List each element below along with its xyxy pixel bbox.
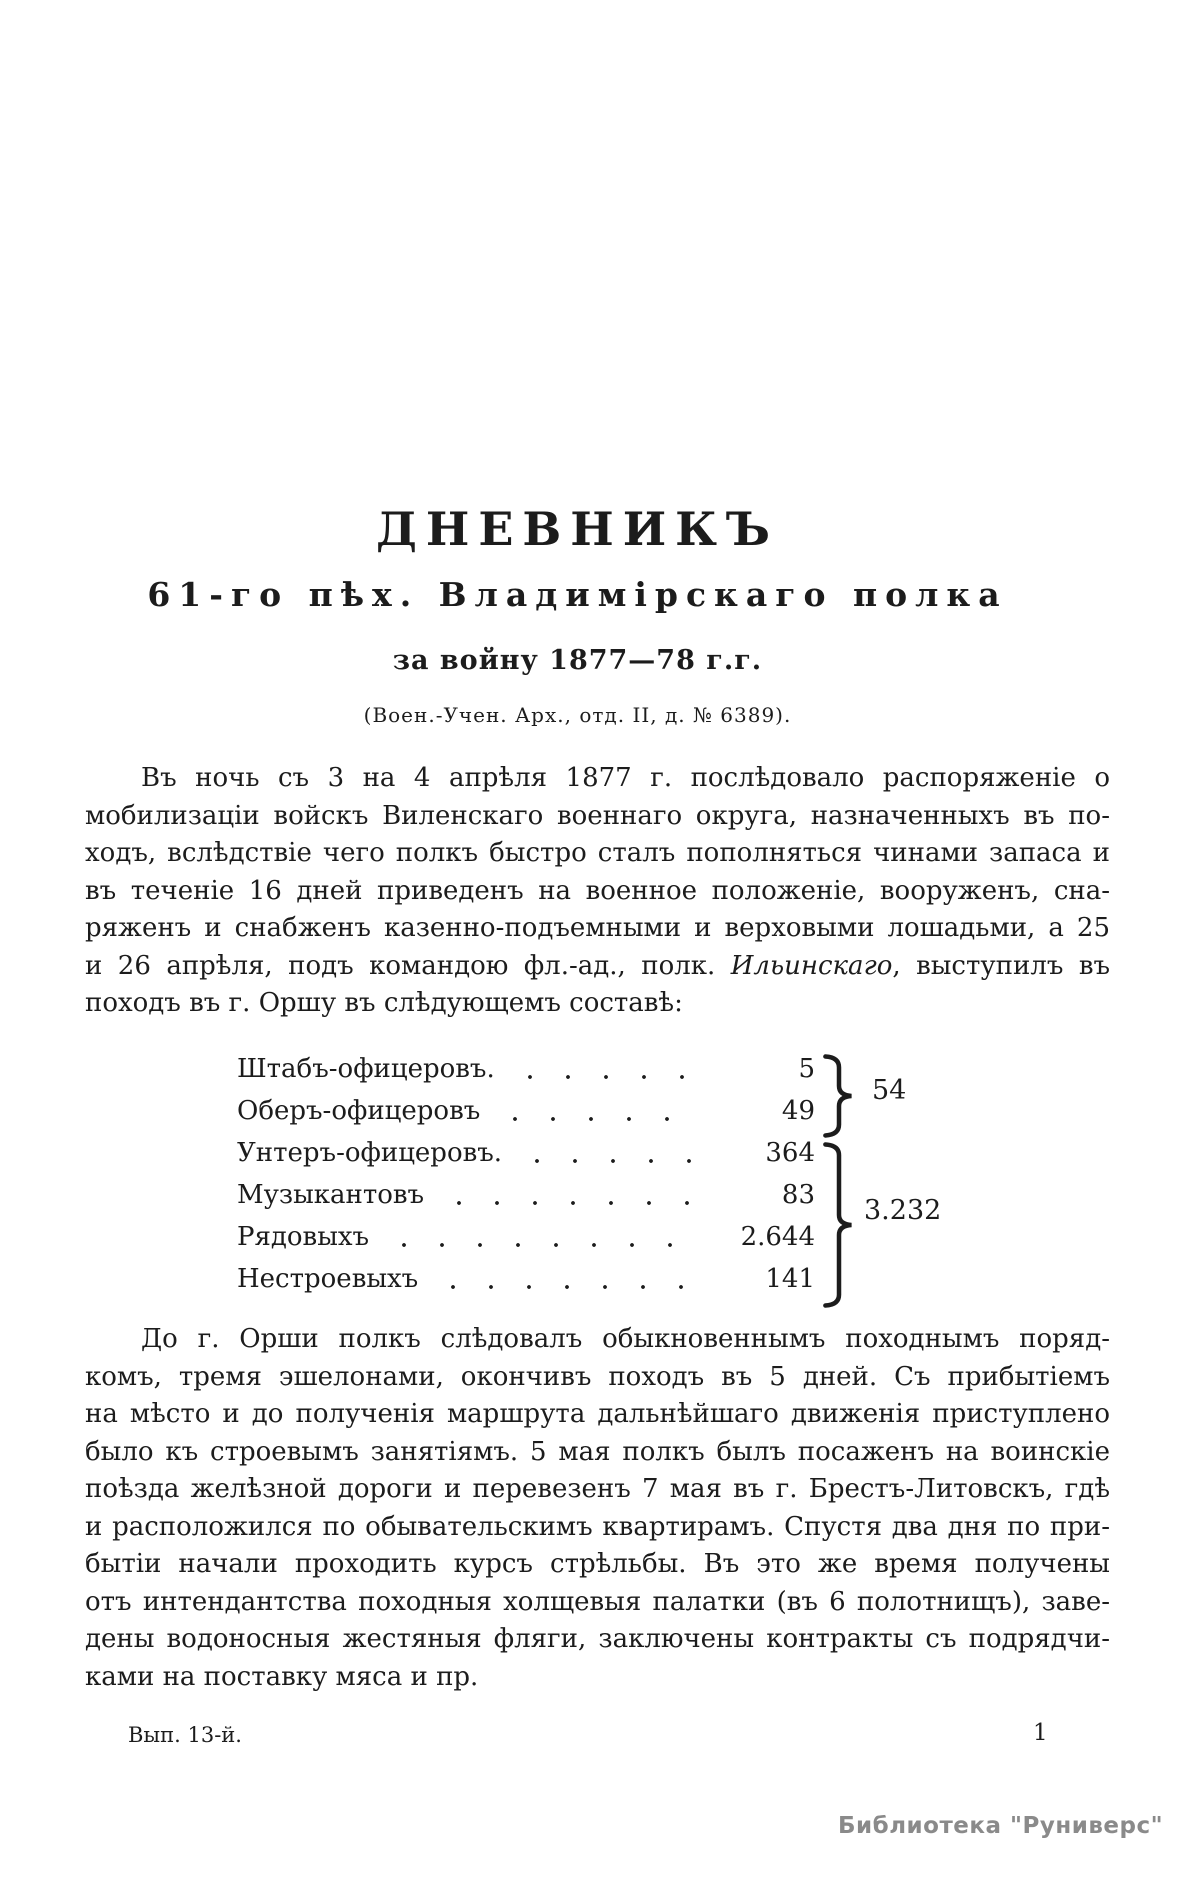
text-segment: , выступилъ въ [892,950,1111,981]
roster-label: Рядовыхъ [237,1222,370,1252]
text-line: бытіи начали проходить курсъ стрѣльбы. Въ это же время получены [85,1549,1110,1579]
dot-leader [434,1174,699,1216]
roster-row [237,1048,815,1090]
text-line: отъ интендантства походныя холщевыя палатки (въ 6 полотнищъ), заве- [85,1586,1110,1617]
roster-row [237,1090,815,1132]
paragraph-march [85,1321,1110,1696]
text-line: на мѣсто и до полученія маршрута дальнѣйшаго движенія приступлено [85,1399,1110,1429]
page-subtitle: 61-го пѣх. Владимірскаго полка [147,575,1008,614]
roster-count: 5 [798,1054,815,1084]
lower-ranks-total: 3.232 [864,1195,942,1226]
text-line: мобилизаціи войскъ Виленскаго военнаго округа, назначенныхъ въ по- [85,800,1110,831]
dot-leader [512,1132,699,1174]
roster-label: Унтеръ-офицеровъ. [237,1138,503,1168]
roster-row [237,1132,815,1174]
curly-brace-icon [822,1142,856,1308]
text-line: До г. Орши полкъ слѣдовалъ обыкновеннымъ походнымъ поряд- [141,1324,1110,1354]
edition-label: Вып. 13-й. [128,1723,242,1747]
dot-leader [428,1258,699,1300]
dot-leader [379,1216,699,1258]
text-line: походъ въ г. Оршу въ слѣдующемъ составѣ: [85,988,683,1018]
text-segment: и 26 апрѣля, подъ командою фл.-ад., полк. [85,950,731,981]
war-years-line: за войну 1877—78 г.г. [392,645,763,676]
paragraph-mobilization [85,760,1110,1023]
curly-brace-icon [822,1054,856,1138]
italic-name: Ильинскаго [730,950,893,981]
text-line: ками на поставку мяса и пр. [85,1661,479,1692]
text-line: ряженъ и снабженъ казенно-подъемными и верховыми лошадьми, а 25 [85,913,1110,943]
roster-label: Штабъ-офицеровъ. [237,1054,495,1084]
roster-count: 83 [781,1180,815,1210]
group-brace-lower-ranks [822,1142,856,1308]
archive-reference: (Воен.-Учен. Арх., отд. II, д. № 6389). [363,703,792,727]
roster-count: 2.644 [740,1222,815,1252]
roster-label: Музыкантовъ [237,1180,425,1210]
library-watermark: Библиотека "Руниверс" [838,1813,1164,1839]
dot-leader [505,1048,699,1090]
roster-label: Нестроевыхъ [237,1264,419,1294]
group-brace-officers [822,1054,856,1138]
text-line: поѣзда желѣзной дороги и перевезенъ 7 мая въ г. Брестъ-Литовскъ, гдѣ [85,1474,1110,1504]
text-line [85,948,1110,986]
roster-label: Оберъ-офицеровъ [237,1096,481,1126]
roster-row [237,1258,815,1300]
officers-total: 54 [872,1075,907,1106]
page-number: 1 [1033,1720,1048,1746]
page-title: ДНЕВНИКЪ [375,502,780,556]
roster-row [237,1174,815,1216]
text-line: и расположился по обывательскимъ квартирамъ. Спустя два дня по при- [85,1511,1110,1542]
roster-count: 364 [765,1138,815,1168]
roster-row [237,1216,815,1258]
troop-roster-table [237,1048,815,1300]
text-line: Въ ночь съ 3 на 4 апрѣля 1877 г. послѣдовало распоряженіе о [141,763,1110,793]
roster-count: 141 [765,1264,815,1294]
text-line: было къ строевымъ занятіямъ. 5 мая полкъ былъ посаженъ на воинскіе [85,1436,1110,1467]
text-line: ходъ, вслѣдствіе чего полкъ быстро сталъ пополняться чинами запаса и [85,838,1110,868]
text-line: комъ, тремя эшелонами, окончивъ походъ въ 5 дней. Съ прибытіемъ [85,1361,1110,1392]
text-line: дены водоносныя жестяныя фляги, заключены контракты съ подрядчи- [85,1624,1110,1654]
roster-count: 49 [781,1096,815,1126]
text-line: въ теченіе 16 дней приведенъ на военное положеніе, вооруженъ, сна- [85,875,1110,906]
dot-leader [490,1090,699,1132]
